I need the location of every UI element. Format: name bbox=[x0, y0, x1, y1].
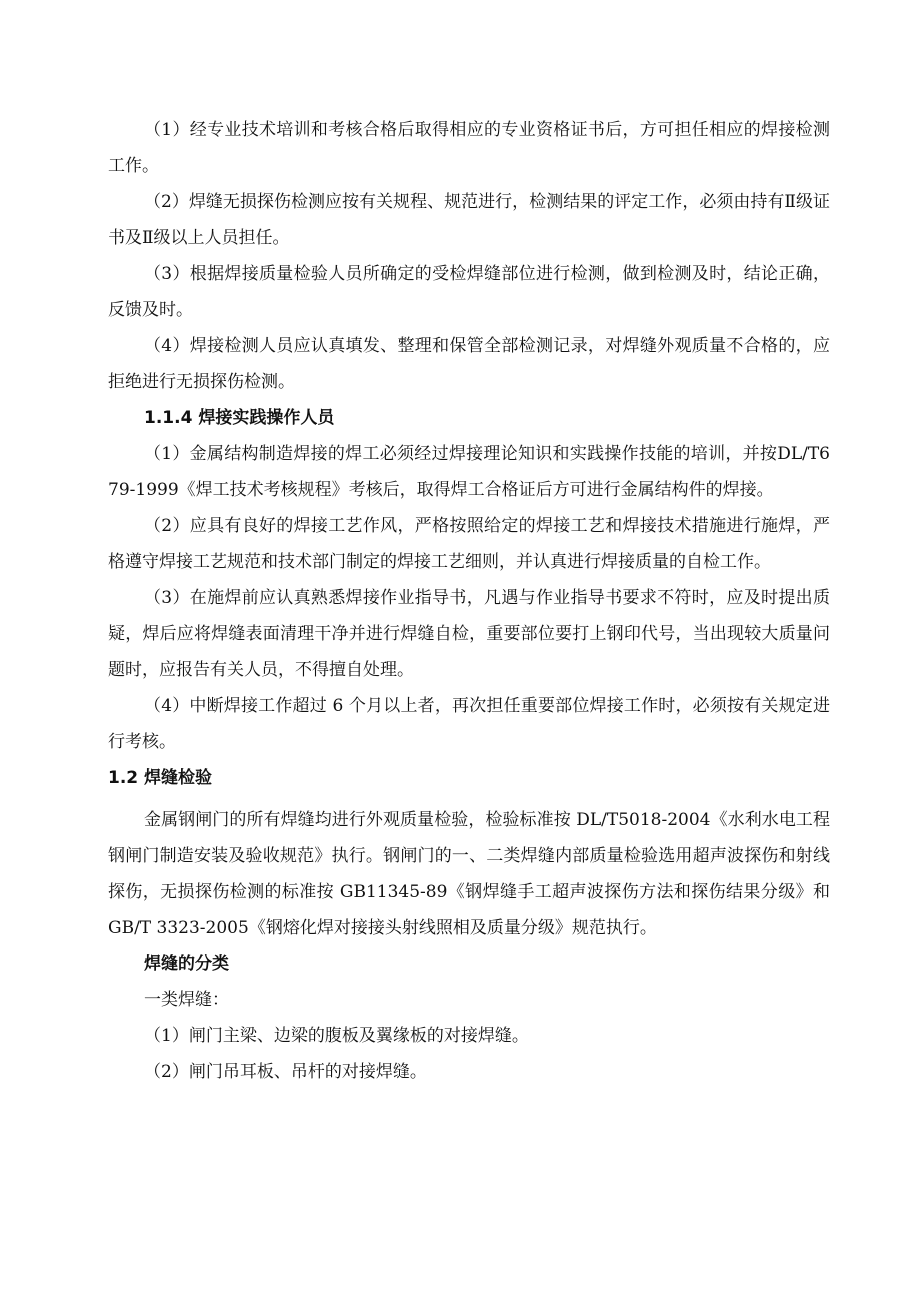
paragraph-inspector-3: （3）根据焊接质量检验人员所确定的受检焊缝部位进行检测，做到检测及时，结论正确，反馈及时。 bbox=[108, 264, 830, 320]
paragraph-weld-inspection: 金属钢闸门的所有焊缝均进行外观质量检验，检验标准按 DL/T5018-2004《水利水电工程钢闸门制造安装及验收规范》执行。钢闸门的一、二类焊缝内部质量检验选用超声波探伤和射线探伤，无损探伤检测的标准按 GB11345-89《钢焊缝手工超声波探伤方法和探伤结果分级》和 GB/T 3323-2005《钢熔化焊对接接头射线照相及质量分级》规范执行。 bbox=[108, 810, 830, 938]
paragraph-operator-3: （3）在施焊前应认真熟悉焊接作业指导书，凡遇与作业指导书要求不符时，应及时提出质疑，焊后应将焊缝表面清理干净并进行焊缝自检，重要部位要打上钢印代号，当出现较大质量问题时，应报告有关人员，不得擅自处理。 bbox=[108, 588, 830, 680]
paragraph-operator-2: （2）应具有良好的焊接工艺作风，严格按照给定的焊接工艺和焊接技术措施进行施焊，严格遵守焊接工艺规范和技术部门制定的焊接工艺细则，并认真进行焊接质量的自检工作。 bbox=[108, 516, 830, 572]
heading-weld-inspection: 1.2 焊缝检验 bbox=[108, 768, 213, 788]
heading-welding-operators: 1.1.4 焊接实践操作人员 bbox=[144, 408, 335, 428]
list-item-class-one-2: （2）闸门吊耳板、吊杆的对接焊缝。 bbox=[144, 1062, 427, 1082]
label-class-one-welds: 一类焊缝： bbox=[144, 990, 229, 1010]
paragraph-operator-4: （4）中断焊接工作超过 6 个月以上者，再次担任重要部位焊接工作时，必须按有关规定进行考核。 bbox=[108, 696, 830, 752]
paragraph-inspector-4: （4）焊接检测人员应认真填发、整理和保管全部检测记录，对焊缝外观质量不合格的，应拒绝进行无损探伤检测。 bbox=[108, 336, 830, 392]
paragraph-inspector-1: （1）经专业技术培训和考核合格后取得相应的专业资格证书后，方可担任相应的焊接检测工作。 bbox=[108, 120, 830, 176]
paragraph-operator-1: （1）金属结构制造焊接的焊工必须经过焊接理论知识和实践操作技能的培训，并按DL/T679-1999《焊工技术考核规程》考核后，取得焊工合格证后方可进行金属结构件的焊接。 bbox=[108, 444, 830, 500]
document-page bbox=[108, 112, 830, 1090]
paragraph-inspector-2: （2）焊缝无损探伤检测应按有关规程、规范进行，检测结果的评定工作，必须由持有Ⅱ级证书及Ⅱ级以上人员担任。 bbox=[108, 192, 830, 248]
list-item-class-one-1: （1）闸门主梁、边梁的腹板及翼缘板的对接焊缝。 bbox=[144, 1026, 529, 1046]
heading-weld-classification: 焊缝的分类 bbox=[144, 954, 229, 974]
